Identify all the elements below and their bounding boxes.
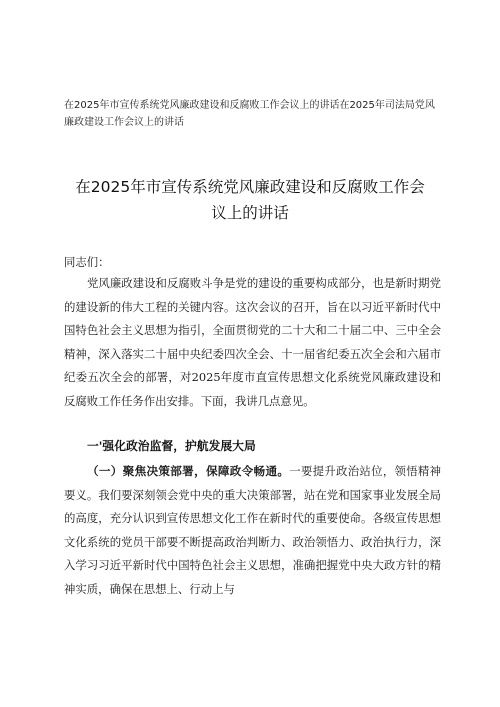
- document-header: 在2025年市宣传系统党风廉政建设和反腐败工作会议上的讲话在2025年司法局党风廉政建设工作会议上的讲话: [64, 100, 435, 128]
- paragraph-opening: 党风廉政建设和反腐败斗争是党的建设的重要构成部分，也是新时期党的建设新的伟大工程的关键内容。这次会议的召开，旨在以习近平新时代中国特色社会主义思想为指引，全面贯彻党的二十大和二十届二中、三中全会精神，深入落实二十届中央纪委四次全会、十一届省纪委五次全会和六届市纪委五次全会的部署，对2025年度市直宣传思想文化系统党风廉政建设和反腐败工作任务作出安排。下面，我讲几点意见。: [64, 276, 441, 408]
- subsection-lead: （一）聚焦决策部署，保障政令畅通。: [87, 464, 290, 478]
- salutation: 同志们：: [64, 255, 110, 269]
- document-title: 在2025年市宣传系统党风廉政建设和反腐败工作会议上的讲话: [75, 178, 425, 222]
- section-heading-1: 一'强化政治监督，护航发展大局: [87, 439, 256, 453]
- subsection-text: 一要提升政治站位，领悟精神要义。我们要深刻领会党中央的重大决策部署，站在党和国家事业发展全局的高度，充分认识到宣传思想文化工作在新时代的重要使命。各级宣传思想文化系统的党员干部要不断提高政治判断力、政治领悟力、政治执行力，深入学习习近平新时代中国特色社会主义思想，准确把握党中央大政方针的精神实质，确保在思想上、行动上与: [64, 464, 441, 596]
- paragraph-subsection-1: [64, 460, 441, 602]
